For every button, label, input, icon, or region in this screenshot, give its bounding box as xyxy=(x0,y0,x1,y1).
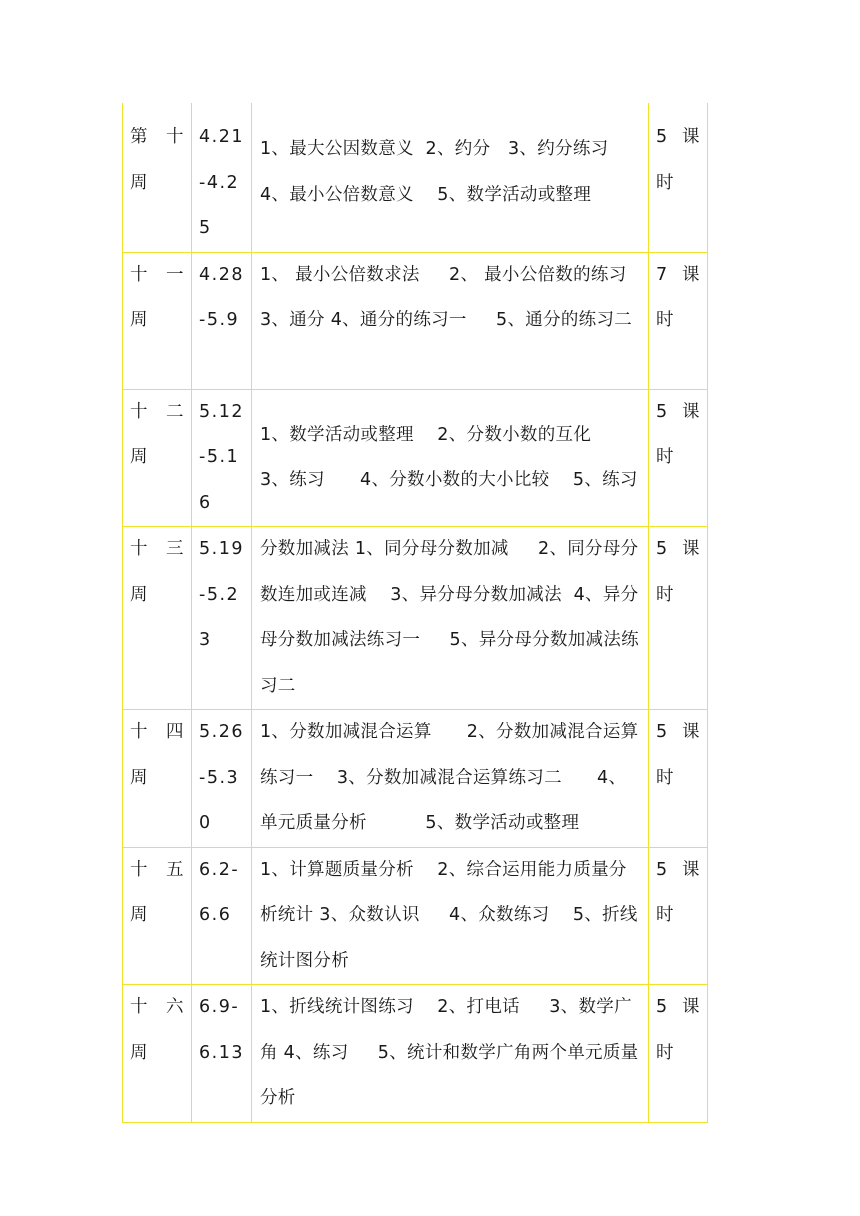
hours-cell xyxy=(649,847,708,985)
date-cell xyxy=(192,985,252,1123)
lesson-content: 1、计算题质量分析 2、综合运用能力质量分析统计 3、众数认识 4、众数练习 5、折线统计图分析 xyxy=(260,859,638,971)
hours-cell xyxy=(649,103,708,252)
lesson-hours: 5 课时 xyxy=(656,401,700,467)
hours-cell xyxy=(649,527,708,710)
table-row xyxy=(123,710,708,848)
week-label: 十 二 周 xyxy=(130,401,184,467)
date-range: 5.12-5.16 xyxy=(199,401,244,513)
week-label: 十 三 周 xyxy=(130,539,184,605)
hours-cell xyxy=(649,985,708,1123)
lesson-hours: 5 课时 xyxy=(656,722,700,788)
table-row xyxy=(123,847,708,985)
week-cell xyxy=(123,103,192,252)
hours-cell xyxy=(649,389,708,527)
lesson-hours: 5 课时 xyxy=(656,859,700,925)
week-label: 十 四 周 xyxy=(130,722,184,788)
lesson-content: 1、 最小公倍数求法 2、 最小公倍数的练习 3、通分 4、通分的练习一 5、通分的练习二 xyxy=(260,264,650,330)
week-label: 十 六 周 xyxy=(130,997,184,1063)
date-range: 5.19-5.23 xyxy=(199,539,244,650)
date-cell xyxy=(192,710,252,848)
content-cell xyxy=(252,103,649,252)
lesson-content: 1、分数加减混合运算 2、分数加减混合运算练习一 3、分数加减混合运算练习二 4、单元质量分析 5、数学活动或整理 xyxy=(260,722,639,833)
week-cell xyxy=(123,847,192,985)
week-label: 十 五 周 xyxy=(130,859,184,925)
week-cell xyxy=(123,710,192,848)
lesson-hours: 5 课时 xyxy=(656,997,700,1063)
date-cell xyxy=(192,847,252,985)
table-row xyxy=(123,389,708,527)
date-range: 4.28-5.9 xyxy=(199,264,244,330)
hours-cell xyxy=(649,710,708,848)
date-range: 5.26-5.30 xyxy=(199,722,244,833)
lesson-content: 分数加减法 1、同分母分数加减 2、同分母分数连加或连减 3、异分母分数加减法 4、异分母分数加减法练习一 5、异分母分数加减法练习二 xyxy=(260,539,639,696)
table-row xyxy=(123,985,708,1123)
table-row xyxy=(123,527,708,710)
content-cell xyxy=(252,985,649,1123)
week-cell xyxy=(123,527,192,710)
content-cell xyxy=(252,527,649,710)
date-cell xyxy=(192,389,252,527)
lesson-hours: 7 课时 xyxy=(656,264,700,330)
date-cell xyxy=(192,527,252,710)
week-label: 第 十 周 xyxy=(130,127,184,193)
date-range: 4.21-4.25 xyxy=(199,127,244,238)
lesson-content: 1、折线统计图练习 2、打电话 3、数学广角 4、练习 5、统计和数学广角两个单元质量分析 xyxy=(260,997,639,1108)
content-cell xyxy=(252,252,649,389)
content-cell xyxy=(252,847,649,985)
week-cell xyxy=(123,252,192,389)
lesson-hours: 5 课时 xyxy=(656,127,700,193)
content-cell xyxy=(252,710,649,848)
content-cell xyxy=(252,389,649,527)
week-cell xyxy=(123,985,192,1123)
lesson-hours: 5 课时 xyxy=(656,539,700,605)
table-row xyxy=(123,103,708,252)
date-cell xyxy=(192,252,252,389)
date-cell xyxy=(192,103,252,252)
date-range: 6.2-6.6 xyxy=(199,859,240,925)
week-cell xyxy=(123,389,192,527)
schedule-table xyxy=(122,103,708,1123)
week-label: 十 一 周 xyxy=(130,264,184,330)
date-range: 6.9-6.13 xyxy=(199,997,244,1063)
table-row xyxy=(123,252,708,389)
lesson-content: 1、数学活动或整理 2、分数小数的互化 3、练习 4、分数小数的大小比较 5、练习 xyxy=(260,424,638,490)
lesson-content: 1、最大公因数意义 2、约分 3、约分练习 4、最小公倍数意义 5、数学活动或整理 xyxy=(260,139,627,205)
hours-cell xyxy=(649,252,708,389)
